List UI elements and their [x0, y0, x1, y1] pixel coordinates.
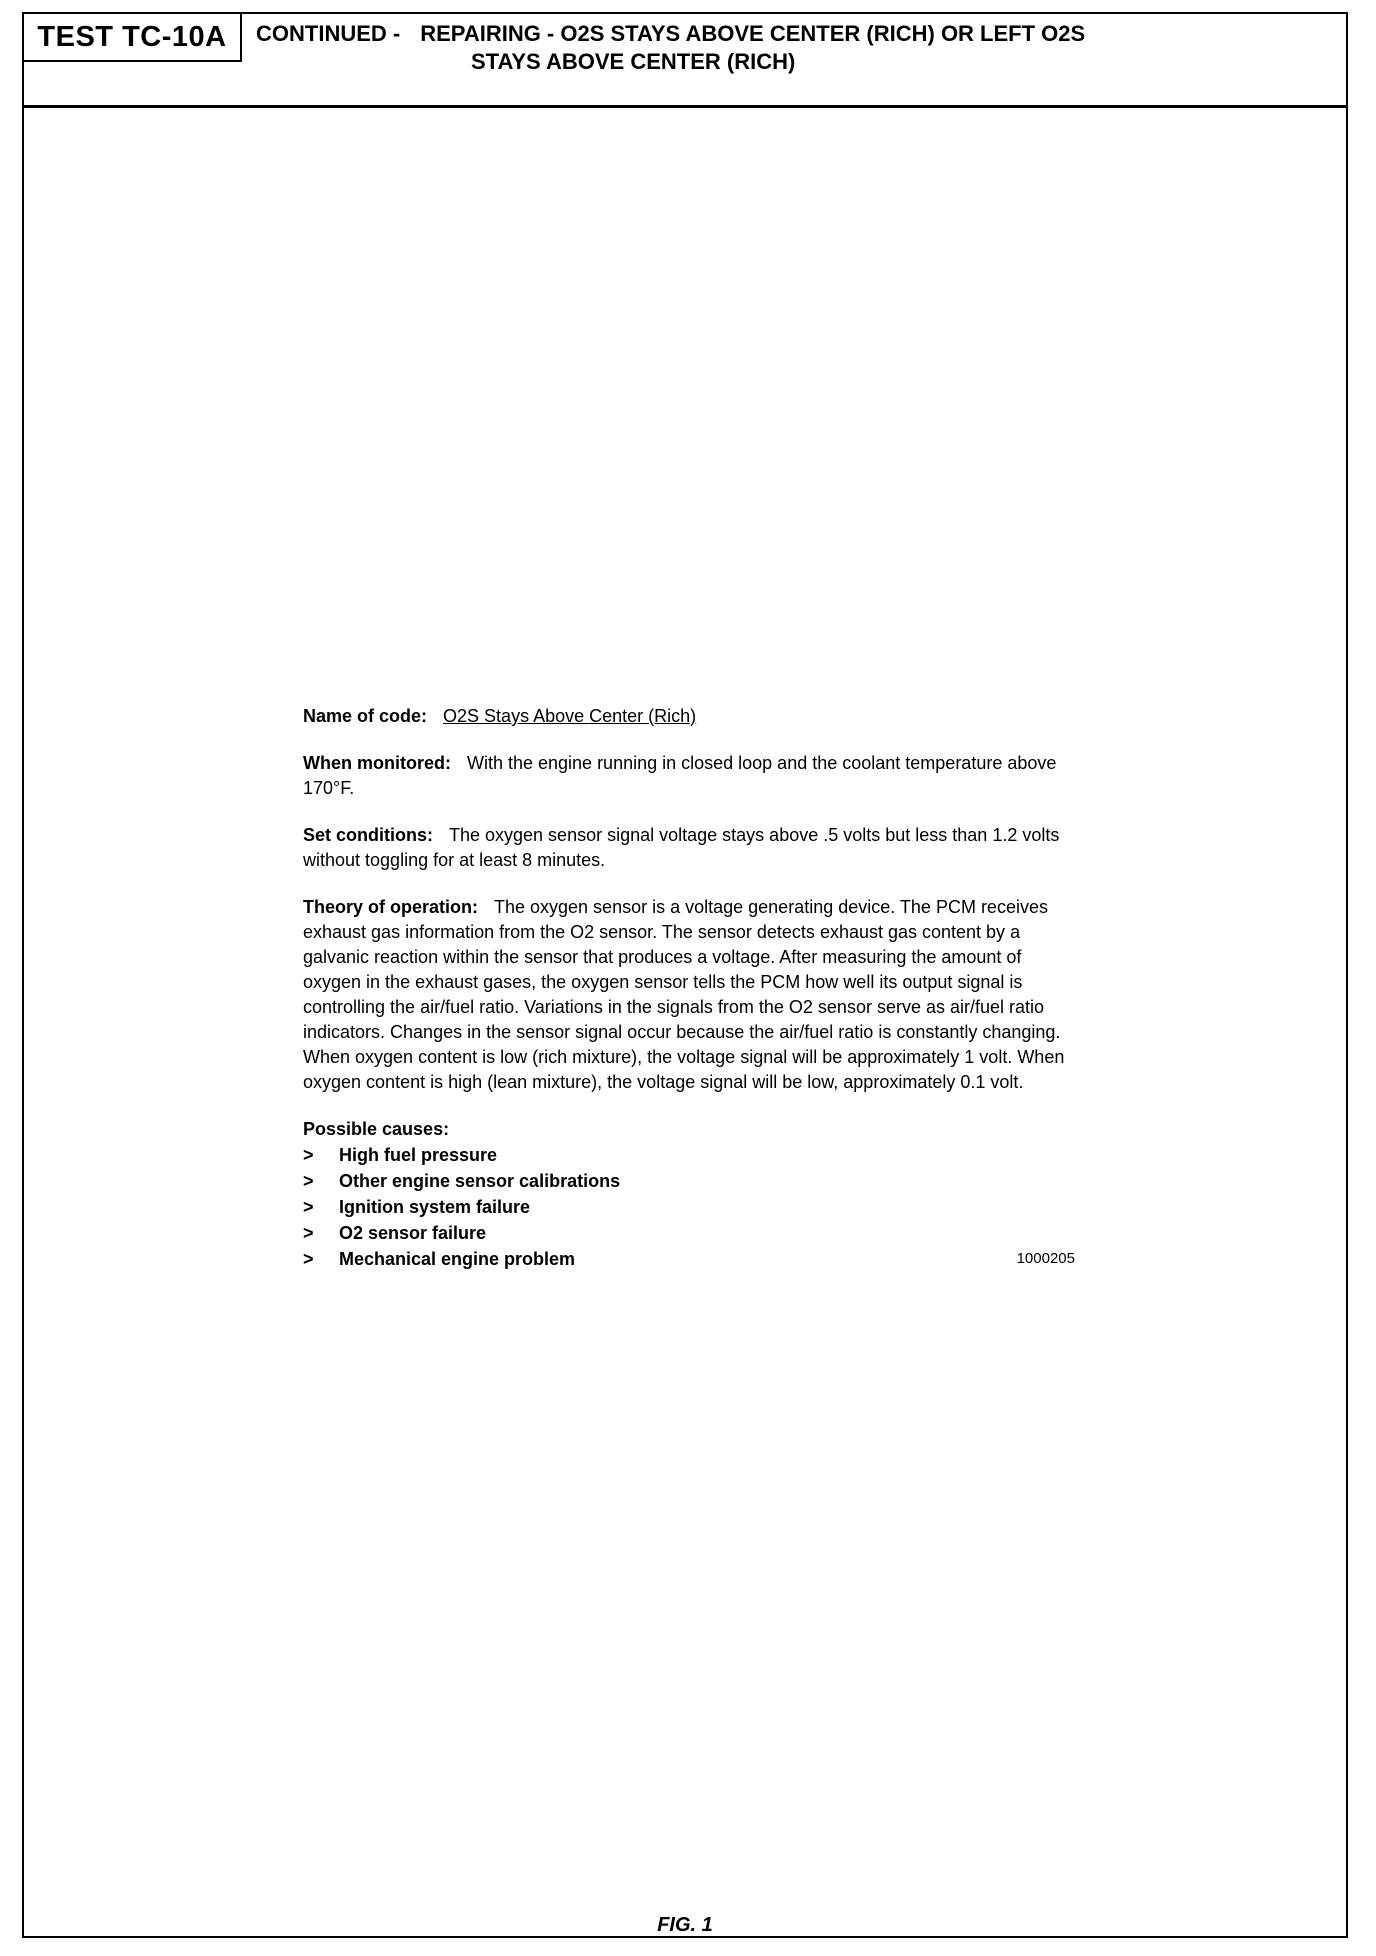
when-monitored-paragraph — [303, 751, 1083, 801]
page-title — [256, 20, 1336, 76]
list-item — [303, 1194, 1083, 1220]
reference-code: 1000205 — [1016, 1250, 1075, 1267]
theory-paragraph — [303, 895, 1083, 1095]
possible-causes-list — [303, 1142, 1083, 1272]
code-name-label: Name of code: — [303, 706, 428, 726]
title-main: REPAIRING - O2S STAYS ABOVE CENTER (RICH) OR LEFT O2S — [420, 21, 1086, 46]
list-item — [303, 1168, 1083, 1194]
cause-text: O2 sensor failure — [339, 1223, 487, 1243]
figure-label: FIG. 1 — [657, 1914, 713, 1936]
set-conditions-text: The oxygen sensor signal voltage stays above .5 volts but less than 1.2 volts without toggling for at least 8 minutes. — [303, 825, 1060, 870]
list-item — [303, 1220, 1083, 1246]
bullet-marker: > — [303, 1197, 314, 1217]
cause-text: Other engine sensor calibrations — [339, 1171, 621, 1191]
set-conditions-label: Set conditions: — [303, 825, 433, 845]
theory-text: The oxygen sensor is a voltage generating device. The PCM receives exhaust gas information from the O2 sensor. The sensor detects exhaust gas content by a galvanic reaction within the sensor that produces a voltage. After measuring the amount of oxygen in the exhaust gases, the oxygen sensor tells the PCM how well its output signal is controlling the air/fuel ratio. Variations in the signals from the O2 sensor serve as air/fuel ratio indicators. Changes in the sensor signal occur because the air/fuel ratio is constantly changing. When oxygen content is low (rich mixture), the voltage signal will be approximately 1 volt. When oxygen content is high (lean mixture), the voltage signal will be low, approximately 0.1 volt. — [303, 897, 1065, 1092]
theory-label: Theory of operation: — [303, 897, 478, 917]
when-monitored-text: With the engine running in closed loop and the coolant temperature above 170°F. — [303, 753, 1057, 798]
bullet-marker: > — [303, 1249, 314, 1269]
bullet-marker: > — [303, 1171, 314, 1191]
page-frame — [22, 12, 1348, 1938]
title-line-1 — [256, 20, 1336, 48]
list-item — [303, 1246, 1083, 1272]
possible-causes-heading: Possible causes: — [303, 1119, 450, 1139]
code-name-value: O2S Stays Above Center (Rich) — [443, 706, 697, 726]
content-block — [303, 704, 1083, 1272]
list-item — [303, 1142, 1083, 1168]
test-id-box: TEST TC-10A — [24, 14, 242, 62]
bullet-marker: > — [303, 1223, 314, 1243]
cause-text: High fuel pressure — [339, 1145, 498, 1165]
cause-text: Mechanical engine problem — [339, 1249, 576, 1269]
set-conditions-paragraph — [303, 823, 1083, 873]
title-line-2: STAYS ABOVE CENTER (RICH) — [471, 49, 796, 74]
bullet-marker: > — [303, 1145, 314, 1165]
code-name-paragraph — [303, 704, 1083, 729]
page-header — [24, 14, 1346, 108]
title-lead: CONTINUED - — [256, 21, 401, 46]
cause-text: Ignition system failure — [339, 1197, 531, 1217]
when-monitored-label: When monitored: — [303, 753, 451, 773]
